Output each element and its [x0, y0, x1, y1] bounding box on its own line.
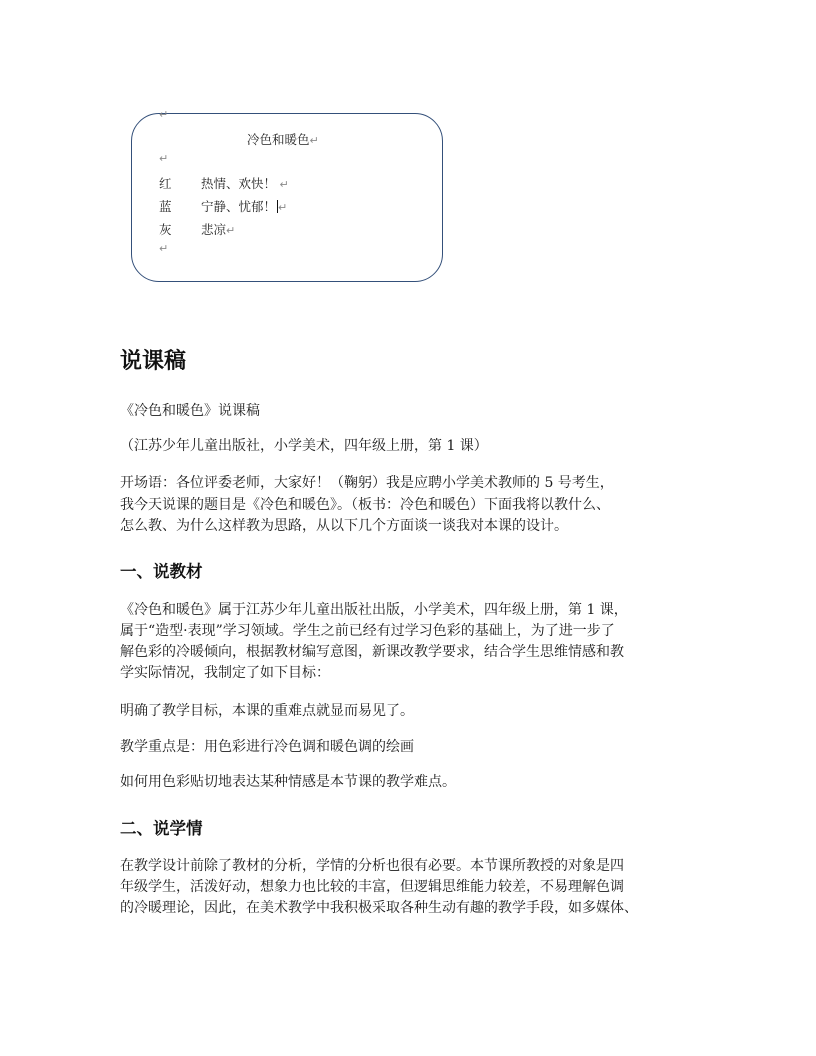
textbox-title: 冷色和暖色↵	[247, 132, 319, 147]
lesson-subtitle: 《冷色和暖色》说课稿	[120, 403, 260, 419]
textbox-row-red: 红 热情、欢快！ ↵	[159, 176, 289, 191]
lesson-source: （江苏少年儿童出版社，小学美术，四年级上册，第 1 课）	[120, 438, 488, 454]
textbook-line: 解色彩的冷暖倾向，根据教材编写意图，新课改教学要求，结合学生思维情感和教	[120, 644, 624, 660]
textbook-line: 学实际情况，我制定了如下目标：	[120, 665, 330, 681]
section-heading-students: 二、说学情	[120, 819, 203, 838]
textbook-line: 《冷色和暖色》属于江苏少年儿童出版社出版，小学美术，四年级上册，第 1 课，	[120, 602, 628, 618]
students-line: 的冷暖理论，因此，在美术教学中我积极采取各种生动有趣的教学手段，如多媒体、	[120, 900, 638, 916]
intro-line: 我今天说课的题目是《冷色和暖色》。（板书：冷色和暖色）下面我将以教什么、	[120, 497, 610, 513]
document-heading: 说课稿	[120, 349, 187, 374]
paragraph-mark: ↵	[159, 242, 169, 255]
teaching-difficulty: 如何用色彩贴切地表达某种情感是本节课的教学难点。	[120, 774, 456, 790]
textbox-row-blue: 蓝 宁静、忧郁！ ↵	[159, 199, 288, 214]
paragraph-mark: ↵	[159, 152, 169, 165]
color-feeling-textbox	[131, 108, 443, 282]
intro-line: 开场语：各位评委老师，大家好！（鞠躬）我是应聘小学美术教师的 5 号考生，	[120, 475, 614, 491]
students-line: 年级学生，活泼好动，想象力也比较的丰富，但逻辑思维能力较差，不易理解色调	[120, 879, 624, 895]
textbox-row-gray: 灰 悲凉↵	[159, 222, 236, 237]
teaching-key-point: 教学重点是：用色彩进行冷色调和暖色调的绘画	[120, 739, 414, 755]
paragraph-mark: ↵	[159, 108, 169, 121]
textbook-line: 属于“造型·表现”学习领域。学生之前已经有过学习色彩的基础上，为了进一步了	[120, 623, 615, 639]
teaching-goal: 明确了教学目标，本课的重难点就显而易见了。	[120, 703, 414, 719]
section-heading-textbook: 一、说教材	[120, 562, 203, 581]
intro-line: 怎么教、为什么这样教为思路，从以下几个方面谈一谈我对本课的设计。	[120, 518, 568, 534]
students-line: 在教学设计前除了教材的分析，学情的分析也很有必要。本节课所教授的对象是四	[120, 858, 624, 874]
